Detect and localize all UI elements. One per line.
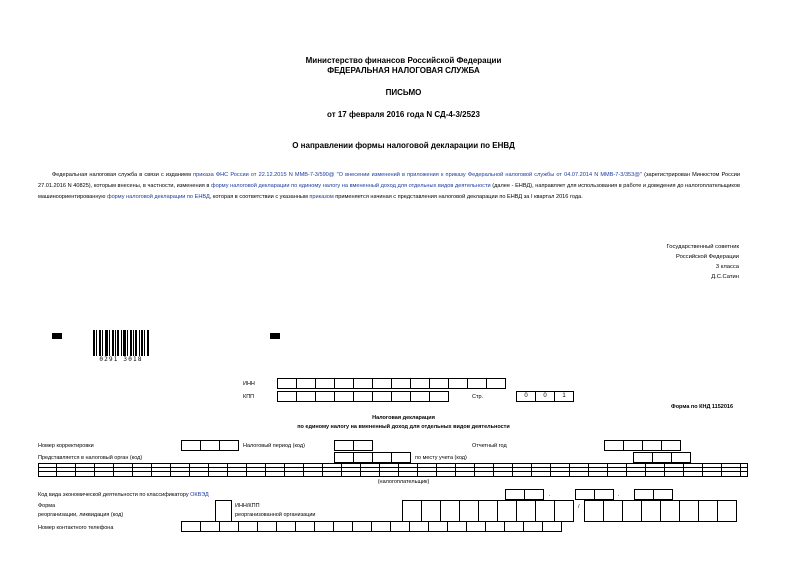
okved-separator: . bbox=[549, 492, 551, 498]
letter-date-number: от 17 февраля 2016 года N СД-4-3/2523 bbox=[327, 110, 480, 119]
page-digit: 0 bbox=[535, 391, 555, 402]
barcode-number: 0291 3018 bbox=[99, 356, 143, 363]
reorg-form-label-2: реорганизации, ликвидация (код) bbox=[38, 512, 124, 518]
service-name: ФЕДЕРАЛЬНАЯ НАЛОГОВАЯ СЛУЖБА bbox=[327, 66, 480, 75]
order-short-link[interactable]: приказом bbox=[309, 194, 334, 200]
tax-period-label: Налоговый период (код) bbox=[243, 443, 305, 449]
corner-marker-right bbox=[270, 333, 280, 339]
reorg-form-code-field[interactable] bbox=[215, 500, 232, 522]
body-text: (зарегистрирован Минюстом России 27.01.2016 N 40825), которым внесены, в частности, изменения в bbox=[38, 172, 740, 189]
corner-marker-left bbox=[52, 333, 62, 339]
signature-block bbox=[667, 242, 739, 282]
reorg-innkpp-label: ИНН/КПП bbox=[235, 503, 260, 509]
signer-title-1: Государственный советник bbox=[666, 244, 739, 250]
registration-place-label: по месту учета (код) bbox=[415, 455, 467, 461]
signer-name: Д.С.Сатин bbox=[711, 274, 739, 280]
report-year-label: Отчетный год bbox=[472, 443, 507, 449]
body-text: (далее - ЕНВД), направляет для использования в работе и доведения до налогоплательщиков машиноориентированную bbox=[38, 183, 740, 200]
page-digit: 1 bbox=[554, 391, 574, 402]
phone-label: Номер контактного телефона bbox=[38, 525, 114, 531]
body-text: Федеральная налоговая служба в связи с изданием bbox=[52, 172, 194, 178]
letter-subject: О направлении формы налоговой декларации по ЕНВД bbox=[292, 141, 515, 150]
form-link[interactable]: форму налоговой декларации по единому налогу на вмененный доход для отдельных видов деятельности bbox=[210, 183, 491, 189]
document-type: ПИСЬМО bbox=[385, 88, 422, 97]
signer-title-2: Российской Федерации bbox=[675, 254, 739, 260]
page-digit: 0 bbox=[516, 391, 536, 402]
okved-separator: . bbox=[618, 492, 620, 498]
ministry-name: Министерство финансов Российской Федерации bbox=[305, 56, 502, 65]
declaration-title: Налоговая декларация bbox=[372, 415, 435, 421]
barcode bbox=[93, 330, 149, 362]
body-text: , которая в соответствии с указанным bbox=[209, 194, 310, 200]
tax-authority-label: Представляется в налоговый орган (код) bbox=[38, 455, 143, 461]
okved-label-text: Код вида экономической деятельности по классификатору bbox=[38, 492, 191, 498]
form-code: Форма по КНД 1152016 bbox=[671, 404, 734, 410]
reorg-form-label: Форма bbox=[38, 503, 56, 509]
letter-body-paragraph bbox=[38, 170, 740, 203]
okved-label bbox=[38, 492, 209, 499]
okved-link[interactable]: ОКВЭД bbox=[190, 492, 209, 498]
correction-label: Номер корректировки bbox=[38, 443, 94, 449]
signer-class: 3 класса bbox=[715, 264, 739, 270]
taxpayer-name-field[interactable] bbox=[38, 463, 748, 477]
reorg-innkpp-label-2: реорганизованной организации bbox=[235, 512, 316, 518]
reorg-slash: / bbox=[578, 504, 580, 510]
taxpayer-caption: (налогоплательщик) bbox=[377, 479, 430, 485]
body-text: применяется начиная с представления налоговой декларации по ЕНВД за I квартал 2016 года. bbox=[333, 194, 583, 200]
inn-label: ИНН bbox=[243, 381, 255, 387]
envd-form-link[interactable]: форму налоговой декларации по ЕНВД bbox=[106, 194, 210, 200]
declaration-subtitle: по единому налогу на вмененный доход для отдельных видов деятельности bbox=[297, 424, 510, 430]
order-link[interactable]: приказа ФНС России от 22.12.2015 N ММВ-7-3/590@ "О внесении изменений в приложения к приказу Федеральной налоговой службы от 04.07.2014 N ММВ-7-3/353@" bbox=[193, 172, 642, 178]
kpp-label: КПП bbox=[243, 394, 255, 400]
page-label: Стр. bbox=[472, 394, 484, 400]
